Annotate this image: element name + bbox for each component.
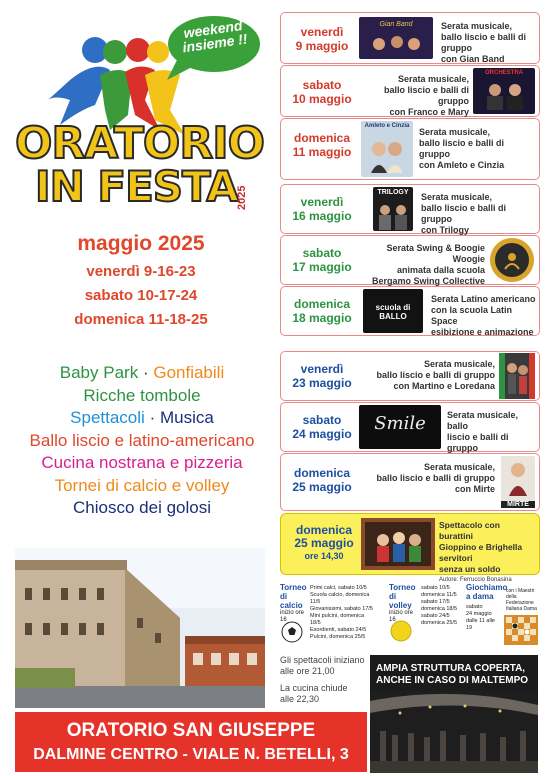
dama-title: [466, 583, 508, 632]
tornei-title: Torneo: [389, 583, 416, 592]
event-photo-caption: MIRTE: [501, 501, 535, 508]
event-card-9-maggio: [280, 12, 540, 64]
event-desc-line: con Amleto e Cinzia: [419, 160, 505, 170]
date-summary: [20, 232, 262, 332]
puppet-show-photo: [361, 518, 435, 570]
event-day: [283, 297, 361, 325]
event-desc-line: Gioppino e Brighella servitori: [439, 542, 523, 563]
event-photo: [499, 353, 535, 399]
event-photo: [363, 289, 423, 333]
event-date: 11 maggio: [292, 145, 352, 159]
venue-name: ORATORIO SAN GIUSEPPE: [66, 720, 316, 741]
logo-title-line2: IN FESTA: [35, 162, 238, 211]
event-card-23-maggio: [280, 351, 540, 401]
event-photo-caption: scuola di BALLO: [375, 303, 411, 321]
event-weekday: sabato: [302, 413, 342, 427]
separator: ·: [149, 408, 156, 427]
tornei-start: inizio ore 16: [389, 610, 414, 623]
oratorio-building-photo: [15, 548, 265, 708]
event-weekday: venerdì: [300, 25, 344, 39]
tornei-title: Torneo: [280, 583, 307, 592]
event-photo-caption: ORCHESTRA: [484, 70, 523, 76]
event-weekday: venerdì: [300, 362, 344, 376]
event-desc-line: Bergamo Swing Collective: [371, 276, 485, 286]
event-desc-line: ballo liscio e balli di gruppo: [376, 370, 495, 380]
tornei-title: di volley: [389, 592, 412, 610]
dama-side: Italiana Dama: [506, 606, 537, 612]
event-desc-line: Spettacolo con burattini: [439, 520, 500, 541]
schedule-row: Giovanissimi, sabato 17/5: [310, 606, 373, 612]
event-desc-line: esibizione e animazione: [431, 327, 534, 337]
volleyball-icon: [390, 620, 412, 642]
activity-spettacoli: Spettacoli: [70, 408, 145, 427]
event-photo-caption: TRILOGY: [377, 189, 409, 196]
saturday-dates: sabato 10-17-24: [84, 287, 198, 304]
event-desc-line: Serata Latino americano: [431, 294, 536, 304]
venue-address: DALMINE CENTRO - VIALE N. BETELLI, 3: [33, 746, 349, 763]
event-photo: [501, 456, 535, 508]
activity-tornei: Tornei di calcio e volley: [54, 475, 230, 495]
event-weekday: domenica: [293, 131, 350, 145]
tornei-title: Giochiamo: [466, 583, 508, 592]
event-photo-caption: Smile: [374, 413, 426, 434]
event-desc-line: liscio e balli di gruppo: [447, 432, 509, 453]
event-date: 25 maggio: [294, 536, 354, 550]
schedule-row: Esordienti, sabato 24/5: [310, 627, 367, 633]
event-card-18-maggio: [280, 286, 540, 336]
schedule-row: Scuola calcio, domenica 11/5: [310, 592, 370, 605]
structure-caption-line: ANCHE IN CASO DI MALTEMPO: [376, 675, 529, 686]
event-desc-line: con Gian Band: [441, 54, 505, 64]
event-desc-line: con Franco e Mary: [389, 107, 469, 117]
activity-chiosco: Chiosco dei golosi: [73, 498, 211, 517]
event-description: [365, 462, 495, 495]
schedule-row: Pulcini, domenica 25/5: [310, 634, 366, 640]
schedule-row: sabato 17/5: [421, 599, 450, 605]
address-banner: [15, 712, 367, 772]
structure-caption-line: AMPIA STRUTTURA COPERTA,: [376, 663, 526, 674]
event-desc-line: Serata musicale,: [397, 74, 469, 84]
tornei-start: inizio ore 16: [280, 610, 305, 623]
schedule-row: domenica 11/5: [421, 592, 457, 598]
event-weekday: domenica: [293, 466, 350, 480]
activity-musica: Musica: [159, 408, 214, 427]
torneo-calcio-schedule: [310, 585, 376, 641]
event-weekday: sabato: [302, 78, 342, 92]
schedule-row: sabato 10/5: [421, 585, 450, 591]
tornei-title: di calcio: [280, 592, 303, 610]
event-card-11-maggio: [280, 118, 540, 180]
dama-info: sabato: [466, 604, 483, 610]
event-date: 9 maggio: [295, 39, 349, 53]
event-description: [419, 127, 535, 171]
event-desc-line: ballo liscio e balli di gruppo: [383, 85, 469, 106]
event-card-25-maggio: [280, 453, 540, 511]
special-day: [285, 524, 363, 563]
friday-dates: venerdì 9-16-23: [86, 263, 196, 280]
event-card-puppet-show: [280, 513, 540, 583]
event-desc-line: Serata musicale,: [423, 359, 495, 369]
activity-baby-park: Baby Park: [59, 363, 139, 382]
event-description: [369, 74, 469, 118]
event-desc-line: con Martino e Loredana: [393, 381, 495, 391]
event-weekday: sabato: [302, 246, 342, 260]
torneo-calcio-title: [280, 583, 306, 624]
event-desc-line: ballo liscio e balli di gruppo: [441, 32, 527, 53]
dama-side: della Federazione: [506, 594, 534, 606]
event-day: [283, 362, 361, 390]
event-desc-line: Serata musicale, ballo: [447, 410, 519, 431]
event-date: 17 maggio: [292, 260, 352, 274]
event-date: 23 maggio: [292, 376, 352, 390]
note-line: alle 22,30: [280, 694, 320, 704]
torneo-volley-title: [389, 583, 417, 624]
special-author: Autore: Ferruccio Bonasina: [439, 577, 512, 583]
event-photo: [359, 405, 441, 449]
event-date: 25 maggio: [292, 480, 352, 494]
event-day: [283, 25, 361, 53]
covered-structure-photo: [370, 655, 538, 773]
event-desc-line: animata dalla scuola: [396, 265, 485, 275]
event-desc-line: senza un soldo: [439, 564, 501, 574]
dama-federation: [506, 588, 540, 612]
dama-side: con i Maestri: [506, 588, 535, 594]
event-weekday: domenica: [295, 523, 352, 537]
event-time: ore 14,30: [304, 551, 344, 561]
schedule-row: domenica 25/5: [421, 620, 458, 626]
activity-ballo: Ballo liscio e latino-americano: [29, 430, 255, 450]
separator: ·: [142, 363, 149, 382]
event-desc-line: con la scuola Latin Space: [431, 305, 513, 326]
note-line: La cucina chiude: [280, 683, 348, 693]
schedule-row: Mini pulcini, domenica 18/5: [310, 613, 365, 626]
activity-gonfiabili: Gonfiabili: [153, 363, 225, 382]
activity-tombole: Ricche tombole: [83, 385, 201, 405]
dama-info: dalle 11 alle 19: [466, 618, 495, 631]
activities-list: [12, 362, 272, 520]
torneo-volley-schedule: [421, 585, 461, 627]
event-photo: [373, 187, 413, 231]
event-date: 16 maggio: [292, 209, 352, 223]
event-weekday: venerdì: [300, 195, 344, 209]
event-desc-line: con Trilogy: [421, 225, 470, 235]
note-line: Gli spettacoli iniziano: [280, 655, 365, 665]
event-card-16-maggio: [280, 184, 540, 234]
checkerboard-icon: [504, 615, 538, 645]
event-card-17-maggio: [280, 235, 540, 285]
soccer-ball-icon: [281, 621, 303, 643]
event-day: [283, 78, 361, 106]
event-desc-line: ballo liscio e balli di gruppo: [419, 138, 505, 159]
sunday-dates: domenica 11-18-25: [74, 311, 208, 328]
schedule-row: domenica 18/5: [421, 606, 458, 612]
event-desc-line: Serata musicale,: [419, 127, 491, 137]
event-date: 18 maggio: [292, 311, 352, 325]
event-description: [359, 243, 485, 287]
event-description: [421, 192, 537, 236]
event-description: [365, 359, 495, 392]
crowd-under-roof-image: [370, 691, 538, 773]
event-day: [283, 131, 361, 159]
event-day: [283, 246, 361, 274]
event-weekday: domenica: [293, 297, 350, 311]
event-date: 10 maggio: [292, 92, 352, 106]
event-card-10-maggio: [280, 65, 540, 117]
event-photo-caption: Gian Band: [379, 21, 413, 28]
logo-title-line1: ORATORIO: [15, 118, 264, 169]
event-card-24-maggio: [280, 402, 540, 452]
activity-cucina: Cucina nostrana e pizzeria: [41, 453, 243, 472]
event-desc-line: Serata Swing & Boogie Woogie: [386, 243, 485, 264]
event-desc-line: Serata musicale,: [421, 192, 493, 202]
event-day: [283, 466, 361, 494]
event-day: [283, 195, 361, 223]
structure-caption: [376, 663, 536, 687]
note-line: alle ore 21,00: [280, 666, 335, 676]
dama-info: 24 maggio: [466, 611, 492, 617]
swing-collective-badge-icon: [489, 237, 535, 283]
bubble-text: weekend insieme !!: [181, 17, 249, 56]
event-photo: [359, 17, 433, 59]
event-desc-line: ballo liscio e balli di gruppo: [421, 203, 507, 224]
event-photo: [361, 121, 413, 177]
event-photo: [473, 68, 535, 114]
event-description: [441, 21, 537, 65]
event-desc-line: con Mirte: [454, 484, 495, 494]
event-description: [431, 294, 537, 338]
schedule-note: [280, 655, 370, 705]
tornei-title: a dama: [466, 592, 494, 601]
special-description: [439, 520, 535, 586]
schedule-row: sabato 24/5: [421, 613, 450, 619]
event-desc-line: Serata musicale,: [441, 21, 513, 31]
event-desc-line: ballo liscio e balli di gruppo: [376, 473, 495, 483]
schedule-row: Primi calci, sabato 10/5: [310, 585, 367, 591]
event-desc-line: Serata musicale,: [423, 462, 495, 472]
event-day: [283, 413, 361, 441]
event-photo-caption: Amleto e Cinzia: [364, 123, 410, 129]
month-title: maggio 2025: [77, 232, 205, 255]
event-date: 24 maggio: [292, 427, 352, 441]
logo-year: 2025: [236, 185, 248, 210]
